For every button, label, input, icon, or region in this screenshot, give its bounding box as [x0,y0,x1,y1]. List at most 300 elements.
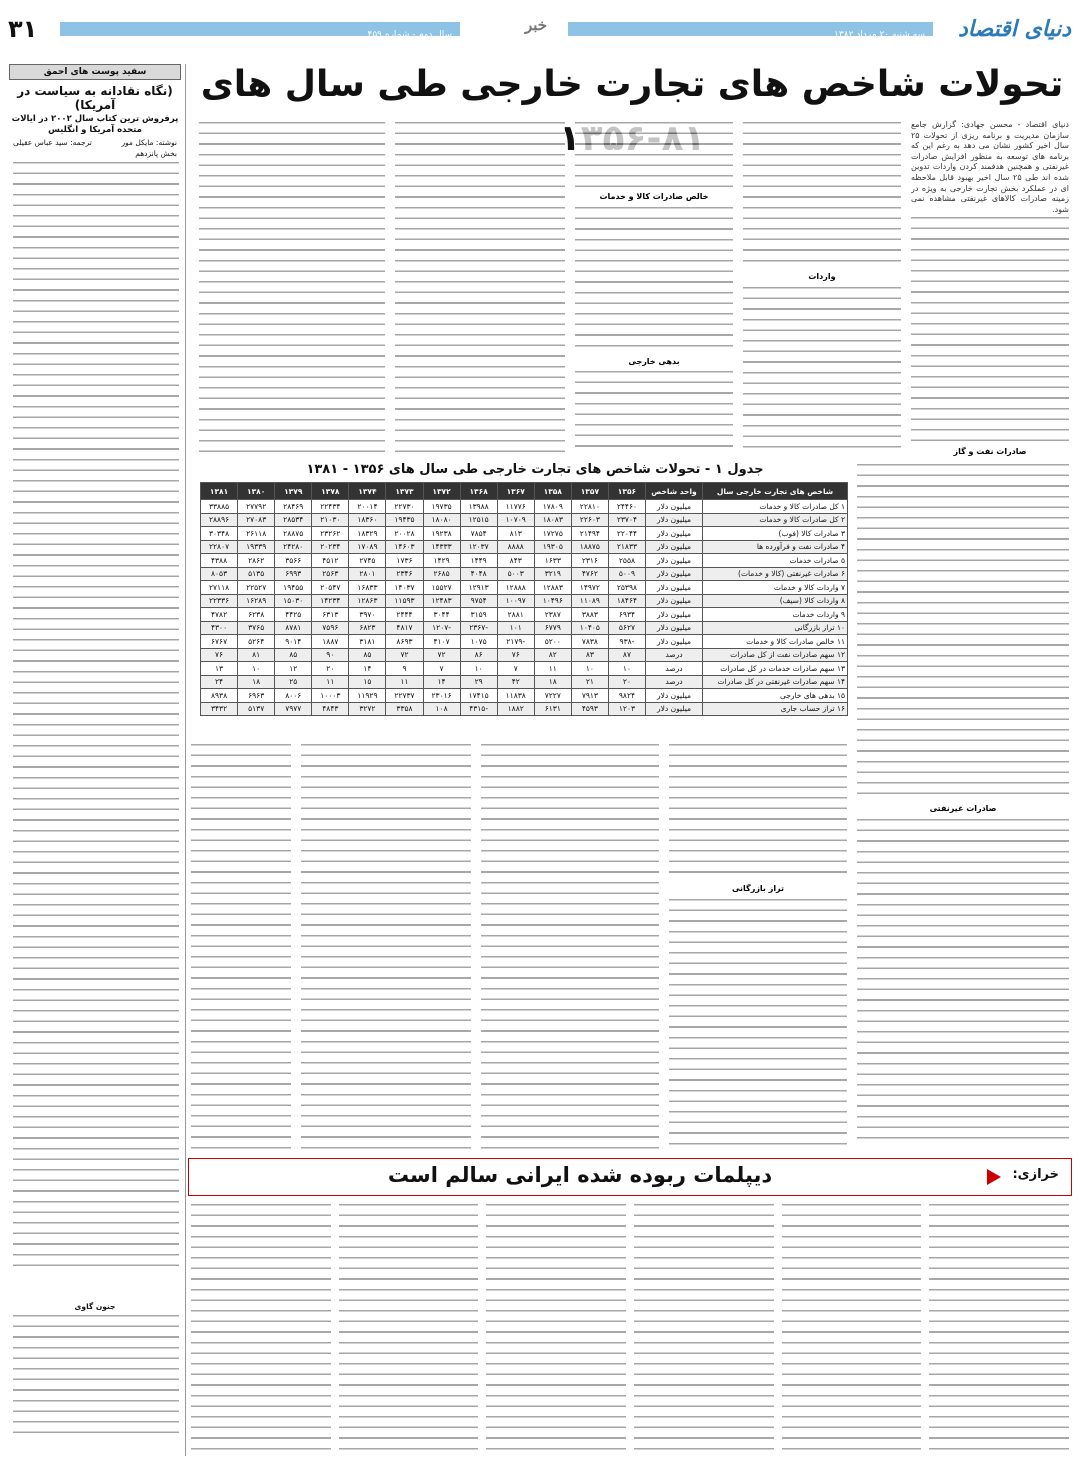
table-cell: ۲۹ [460,675,497,689]
table-cell: ۲۳۸۷ [534,608,571,622]
table-cell: ۱۸۸۲ [497,702,534,716]
text-lines [199,120,385,460]
table-cell: ۱۰۰۹۷ [497,594,534,608]
row-label: ۶ صادرات غیرنفتی (کالا و خدمات) [703,567,848,581]
sidebar-sub-label: جنون گاوی [74,1302,116,1311]
table-cell: ۱۳ [201,662,238,676]
table-header-cell: ۱۳۵۷ [571,483,608,500]
table-cell: ۷۹۱۳ [571,689,608,703]
table-cell: ۵۰۰۹ [608,567,645,581]
text-lines [339,1202,479,1456]
table-cell: ۸۵ [349,648,386,662]
article-column-3 [575,120,733,460]
row-label: ۸ واردات کالا (سیف) [703,594,848,608]
table-cell: ۱۱ [386,675,423,689]
table-cell: ۵۰۰۳ [497,567,534,581]
table-cell: ۱۱۵۹۳ [386,594,423,608]
sidebar-title: (نگاه نقادانه به سیاست در آمریکا) [17,84,173,112]
table-row [201,594,848,608]
table-cell: ۸۷۸۱ [275,621,312,635]
table-cell: ۲۳۴۶ [386,567,423,581]
row-unit: میلیون دلار [646,554,703,568]
date: سه شنبه ۲۰ مرداد ۱۳۸۲ [834,30,925,40]
sidebar-credits [13,138,177,147]
table-cell: ۴۵۹۳ [571,702,608,716]
table-cell: ۷۶ [497,648,534,662]
table-cell: ۴۷۶۲ [571,567,608,581]
table-cell: ۳۳۵۸ [386,702,423,716]
table-row [201,662,848,676]
row-label: ۳ صادرات کالا (فوب) [703,527,848,541]
table-cell: ۱۱۷۷۶ [497,500,534,514]
table-cell: ۸۸۸۸ [497,540,534,554]
row-label: ۱۳ سهم صادرات خدمات در کل صادرات [703,662,848,676]
table-row [201,689,848,703]
table-cell: ۲۵۶۳ [312,567,349,581]
table-cell: ۱۲۹۱۳ [460,581,497,595]
table-row [201,581,848,595]
table-cell: ۴۷۸۲ [201,608,238,622]
table-cell: ۸۹۳۸ [201,689,238,703]
table-cell: ۳۱۸۱ [349,635,386,649]
news-kicker: خرازی: [1012,1167,1059,1182]
text-lines [929,1202,1069,1456]
table-cell: ۵۱۳۷ [238,702,275,716]
text-lines [481,742,659,1152]
table-cell: ۷ [423,662,460,676]
sidebar [5,64,186,1456]
table-cell: ۲۸۰۱ [349,567,386,581]
row-label: ۱ کل صادرات کالا و خدمات [703,500,848,514]
issue-number: سال دوم - شماره ۴۵۹ [367,30,452,40]
table-cell: ۳۷۶۵ [238,621,275,635]
table-cell: ۲۵۳۹۸ [608,581,645,595]
table-cell: ۱۸۳۲۹ [349,527,386,541]
table-cell: ۲۰۲۳۴ [312,540,349,554]
table-cell: ۱۷۴۱۵ [460,689,497,703]
row-unit: درصد [646,662,703,676]
news-title: دیپلمات ربوده شده ایرانی سالم است [387,1163,773,1187]
row-label: ۹ واردات خدمات [703,608,848,622]
table-cell: ۶۸۲۳ [349,621,386,635]
table-cell: ۸۶ [460,648,497,662]
sidebar-subtitle: پرفروش ترین کتاب سال ۲۰۰۲ در ایالات متحده آمریکا و انگلیس [11,114,179,135]
table-cell: ۲۸۶۲ [238,554,275,568]
table-cell: ۲۲۳۳۶ [201,594,238,608]
table-cell: ۷۶ [201,648,238,662]
headline: تحولات شاخص های تجارت خارجی طی سال های [200,64,1064,105]
table-cell: ۲۸۸۹۶ [201,513,238,527]
table-cell: ۱۰۴۰۵ [571,621,608,635]
trade-indicators-table [200,482,848,716]
table-cell: ۳۳۸۸۵ [201,500,238,514]
table-row [201,608,848,622]
table-cell: ۲۷۰۸۳ [238,513,275,527]
table-cell: ۲۲۷۳۷ [386,689,423,703]
article-column-6 [669,742,847,1152]
row-unit: میلیون دلار [646,527,703,541]
table-cell: ۵۲۰۰ [534,635,571,649]
table-cell: ۱۲۸۸۸ [497,581,534,595]
table-cell: ۲۰۵۴۷ [312,581,349,595]
table-cell: ۱۳۹۸۸ [460,500,497,514]
table-cell: ۶۳۱۳ [312,608,349,622]
subheading: خالص صادرات کالا و خدمات [599,192,709,201]
table-cell: ۱۲۵۱۵ [460,513,497,527]
text-lines [486,1202,626,1456]
row-unit: میلیون دلار [646,513,703,527]
text-lines [743,120,901,270]
table-cell: ۱۹۷۳۵ [423,500,460,514]
table-cell: ۲۳۰۱۶ [423,689,460,703]
table-header-cell: ۱۳۷۹ [275,483,312,500]
table-cell: ۱۰۱ [497,621,534,635]
table-cell: ۶۹۳۴ [608,608,645,622]
row-unit: میلیون دلار [646,608,703,622]
table-cell: ۱۱ [312,675,349,689]
table-cell: ۱۰ [608,662,645,676]
table-cell: ۱۶۳۳ [534,554,571,568]
article-column-7 [481,742,659,1152]
table-cell: ۲۲۴۳۴ [312,500,349,514]
table-header-cell: ۱۳۵۸ [534,483,571,500]
table-cell: ۲۳۲۶۲ [312,527,349,541]
table-cell: ۱۱۸۳۸ [497,689,534,703]
news-box [188,1158,1072,1196]
row-label: ۲ کل صادرات کالا و خدمات [703,513,848,527]
subheading: بدهی خارجی [628,356,680,366]
date-strip [568,22,933,40]
table-cell: ۳۴۳۲ [201,702,238,716]
table-cell: ۳۱۵۹ [460,608,497,622]
table-cell: ۱۶۸۳۳ [349,581,386,595]
table-cell: ۵۶۲۷ [608,621,645,635]
table-cell: ۱۸ [534,675,571,689]
table-cell: ۱۴۹۷۲ [571,581,608,595]
table-cell: ۱۹۳۰۵ [534,540,571,554]
row-label: ۱۱ خالص صادرات کالا و خدمات [703,635,848,649]
row-unit: میلیون دلار [646,635,703,649]
text-lines [669,897,847,1152]
table-cell: ۲۱۸۳۳ [608,540,645,554]
table-row [201,540,848,554]
table-cell: ۴۱۰۷ [423,635,460,649]
table-cell: ۱۰ [460,662,497,676]
text-lines [743,285,901,455]
table-row [201,702,848,716]
table-cell: ۲۰۰۲۸ [386,527,423,541]
row-unit: میلیون دلار [646,594,703,608]
table-cell: ۴۳۰۰ [201,621,238,635]
table-cell: ۸۳ [571,648,608,662]
row-label: ۱۲ سهم صادرات نفت از کل صادرات [703,648,848,662]
article-column-9 [191,742,291,1152]
table-row [201,621,848,635]
table-cell: ۲۲۶۰۳ [571,513,608,527]
issue-strip [60,22,460,40]
table-cell: ۹۸۲۴ [608,689,645,703]
text-lines [191,742,291,1152]
table-cell: ۱۵۰۳۰ [275,594,312,608]
text-lines [301,742,471,1152]
table-cell: ۱۲۴۸۳ [423,594,460,608]
table-cell: ۴۵۱۲ [312,554,349,568]
table-cell: ۲۰ [608,675,645,689]
table-cell: ۲۴۴۶۰ [608,500,645,514]
table-cell: ۱۸۰۸۰ [423,513,460,527]
table-header-cell: ۱۳۵۶ [608,483,645,500]
table-row [201,648,848,662]
news-body [191,1202,1069,1456]
sidebar-kicker: سفید پوست های احمق [9,64,181,80]
table-cell: ۱۱۹۲۹ [349,689,386,703]
page-number: ۳۱ [8,15,38,43]
table-cell: ۲۱۰۳۰ [312,513,349,527]
text-lines [13,160,179,1270]
table-cell: ۱۷۳۶ [386,554,423,568]
table-cell: ۲۶۱۱۸ [238,527,275,541]
sidebar-subheading [13,1302,177,1311]
row-unit: میلیون دلار [646,500,703,514]
table-cell: ۱۵۵۲۷ [423,581,460,595]
table-row [201,567,848,581]
table-cell: ۱۴ [423,675,460,689]
subheading: صادرات غیرنفتی [929,804,997,813]
table-cell: ۱۲ [275,662,312,676]
text-lines [782,1202,922,1456]
text-lines [857,462,1069,802]
sidebar-part-label: بخش پانزدهم [135,149,177,158]
table-row [201,635,848,649]
text-lines [575,120,733,190]
sidebar-translator: ترجمه: سید عباس عقیلی [13,138,92,147]
table-cell: ۶۷۶۷ [201,635,238,649]
table-cell: ۲۴۲۸۰ [275,540,312,554]
row-label: ۱۴ سهم صادرات غیرنفتی در کل صادرات [703,675,848,689]
row-unit: میلیون دلار [646,540,703,554]
table-row [201,500,848,514]
table-header-cell: شاخص های تجارت خارجی سال [703,483,848,500]
table-cell: ۷۹۷۷ [275,702,312,716]
table-cell: ۱۵ [349,675,386,689]
table-cell: ۸۰۰۶ [275,689,312,703]
article-column-1-cont [857,462,1069,1152]
text-lines [575,369,733,449]
table-cell: ۷۲۲۷ [534,689,571,703]
table-header-row [201,483,848,500]
table-cell: ۱۴۲۳۴ [312,594,349,608]
table-cell: ۱۰۷۵ [460,635,497,649]
table-cell: ۲۵۵۸ [608,554,645,568]
table-cell: ۲۱۴۹۴ [571,527,608,541]
table-cell: ۶۹۶۳ [238,689,275,703]
table-cell: ۲۳۷۰۴ [608,513,645,527]
table-cell: ۲۶۸۵ [423,567,460,581]
table-cell: ۷۸۳۸ [571,635,608,649]
article-column-1 [911,120,1069,460]
row-unit: میلیون دلار [646,567,703,581]
table-cell: ۱۰۴۹۶ [534,594,571,608]
table-cell: ۱۹۲۳۸ [423,527,460,541]
text-lines [857,817,1069,1147]
table-cell: ۳۰۳۴۸ [201,527,238,541]
table-cell: ۱۴۳۳۳ [423,540,460,554]
table-cell: ۱۶۲۸۹ [238,594,275,608]
sidebar-body-2 [13,1313,179,1433]
table-cell: -۱۲۰۷ [423,621,460,635]
table-cell: ۶۱۳۱ [534,702,571,716]
table-cell: ۲۰ [312,662,349,676]
table-cell: ۲۷۷۹۲ [238,500,275,514]
table-cell: ۲۸۸۷۵ [275,527,312,541]
row-unit: درصد [646,648,703,662]
table-cell: -۴۳۱۵ [460,702,497,716]
table-header-cell: واحد شاخص [646,483,703,500]
table-cell: ۲۲۸۱۰ [571,500,608,514]
table-header-cell: ۱۳۸۱ [201,483,238,500]
table-cell: ۸۶۹۳ [386,635,423,649]
table-cell: ۲۷۴۵ [349,554,386,568]
table-row [201,527,848,541]
table-cell: ۸۷ [608,648,645,662]
table-cell: ۱۷۰۸۹ [349,540,386,554]
row-label: ۵ صادرات خدمات [703,554,848,568]
table-cell: ۷ [497,662,534,676]
table-cell: ۲۸۴۶۹ [275,500,312,514]
table-cell: -۲۱۷۹ [497,635,534,649]
table-cell: ۶۲۳۸ [238,608,275,622]
table-row [201,554,848,568]
table-cell: ۳۹۷۰ [349,608,386,622]
table-cell: ۱۲۸۶۳ [349,594,386,608]
table-cell: ۲۸۸۱ [497,608,534,622]
table-cell: ۹۰۱۴ [275,635,312,649]
table-cell: ۱۸ [238,675,275,689]
table-cell: ۱۴۲۹ [423,554,460,568]
subheading: صادرات نفت و گاز [953,447,1027,457]
table-cell: ۷۸۵۴ [460,527,497,541]
table-cell: ۸۲ [534,648,571,662]
article-lead: دنیای اقتصاد - محسن جهادی: گزارش جامع سازمان مدیریت و برنامه ریزی از تحولات ۲۵ سال اخیر کشور نشان می دهد به رغم این که برنامه های توسعه به منظور افزایش صادرات غیرنفتی و همچنین هدفمند کردن واردات تدوین شده اند طی ۲۵ سال اخیر بهبود قابل ملاحظه ای در عملکرد بخش تجارت خارجی به ویژه در زمینه صادرات کالاهای غیرنفتی مشاهده نمی شود. [911,120,1069,214]
table-header-cell: ۱۳۷۲ [423,483,460,500]
table-cell: ۳۵۶۶ [275,554,312,568]
text-lines [191,1202,331,1456]
table-cell: ۱۰۷۰۹ [497,513,534,527]
table-cell: ۲۲۰۴۴ [608,527,645,541]
table-cell: ۱۹۳۳۹ [238,540,275,554]
table-cell: ۳۰۴۴ [423,608,460,622]
table-cell: ۹۷۵۴ [460,594,497,608]
table-cell: -۹۳۸ [608,635,645,649]
text-lines [575,205,733,355]
section-tag: خبر [524,16,548,34]
table-cell: ۲۴۴۴ [386,608,423,622]
logo: دنیای اقتصاد [958,16,1071,42]
table-cell: ۵۱۳۵ [238,567,275,581]
table-cell: ۱۲۸۸۳ [534,581,571,595]
table-cell: ۹ [386,662,423,676]
table-cell: ۴۸۱۷ [386,621,423,635]
table-cell: ۳۲۱۹ [534,567,571,581]
table-cell: ۶۷۷۹ [534,621,571,635]
row-label: ۷ واردات کالا و خدمات [703,581,848,595]
table-cell: ۱۸۴۶۴ [608,594,645,608]
sidebar-part [13,149,177,158]
table-cell: ۲۰۰۱۴ [349,500,386,514]
table-cell: ۸۵ [275,648,312,662]
table-cell: ۴۰۴۸ [460,567,497,581]
arrow-icon [987,1169,1001,1185]
table-header-cell: ۱۳۶۸ [460,483,497,500]
subheading: واردات [808,272,836,281]
table-cell: ۱۴۴۹ [460,554,497,568]
table-header-cell: ۱۳۶۷ [497,483,534,500]
table-cell: ۹۰ [312,648,349,662]
table-row [201,513,848,527]
article-column-5 [199,120,385,460]
table-cell: ۸۰۵۳ [201,567,238,581]
table-cell: ۱۸۸۷ [312,635,349,649]
table-header-cell: ۱۳۸۰ [238,483,275,500]
table-cell: ۱۷۲۷۵ [534,527,571,541]
table-cell: ۲۳۱۶ [571,554,608,568]
table-cell: ۱۱ [534,662,571,676]
text-lines [13,1313,179,1433]
article-column-4 [395,120,565,460]
table-cell: ۱۹۴۳۵ [386,513,423,527]
table-cell: ۲۵ [275,675,312,689]
table-cell: ۸۱ [238,648,275,662]
table-cell: ۴۴۲۵ [275,608,312,622]
table-cell: ۱۲۰۳ [608,702,645,716]
table-cell: ۶۹۹۳ [275,567,312,581]
table-header-cell: ۱۳۷۸ [312,483,349,500]
table-cell: ۷۲ [386,648,423,662]
table-cell: ۴۲ [497,675,534,689]
table-header-cell: ۱۳۷۴ [349,483,386,500]
table-row [201,675,848,689]
table-cell: ۵۲۶۴ [238,635,275,649]
table-cell: ۲۲۸۰۷ [201,540,238,554]
row-unit: درصد [646,675,703,689]
table-header-cell: ۱۳۷۳ [386,483,423,500]
table-cell: ۱۷۸۰۹ [534,500,571,514]
table-cell: ۸۱۳ [497,527,534,541]
table-cell: ۱۰۸ [423,702,460,716]
table-cell: ۷۵۹۶ [312,621,349,635]
row-label: ۱۶ تراز حساب جاری [703,702,848,716]
text-lines [911,215,1069,445]
table-cell: ۳۲۷۲ [349,702,386,716]
text-lines [634,1202,774,1456]
row-unit: میلیون دلار [646,689,703,703]
table-cell: ۲۴ [201,675,238,689]
row-unit: میلیون دلار [646,702,703,716]
sidebar-body [13,160,179,1300]
table-cell: ۲۲۷۳۰ [386,500,423,514]
table-cell: ۱۴۶۰۳ [386,540,423,554]
table-cell: ۱۸۳۶۰ [349,513,386,527]
sidebar-author: نوشته: مایکل مور [121,138,177,147]
table-cell: ۱۴۰۳۷ [386,581,423,595]
table-cell: ۲۲۵۲۷ [238,581,275,595]
row-label: ۱۰ تراز بازرگانی [703,621,848,635]
table-cell: ۴۳۸۸ [201,554,238,568]
table-title: جدول ۱ - تحولات شاخص های تجارت خارجی طی سال های ۱۳۵۶ - ۱۳۸۱ [306,462,764,477]
table-cell: ۱۲۰۳۷ [460,540,497,554]
table-cell: ۳۸۸۳ [571,608,608,622]
table-cell: ۱۱۰۸۹ [571,594,608,608]
